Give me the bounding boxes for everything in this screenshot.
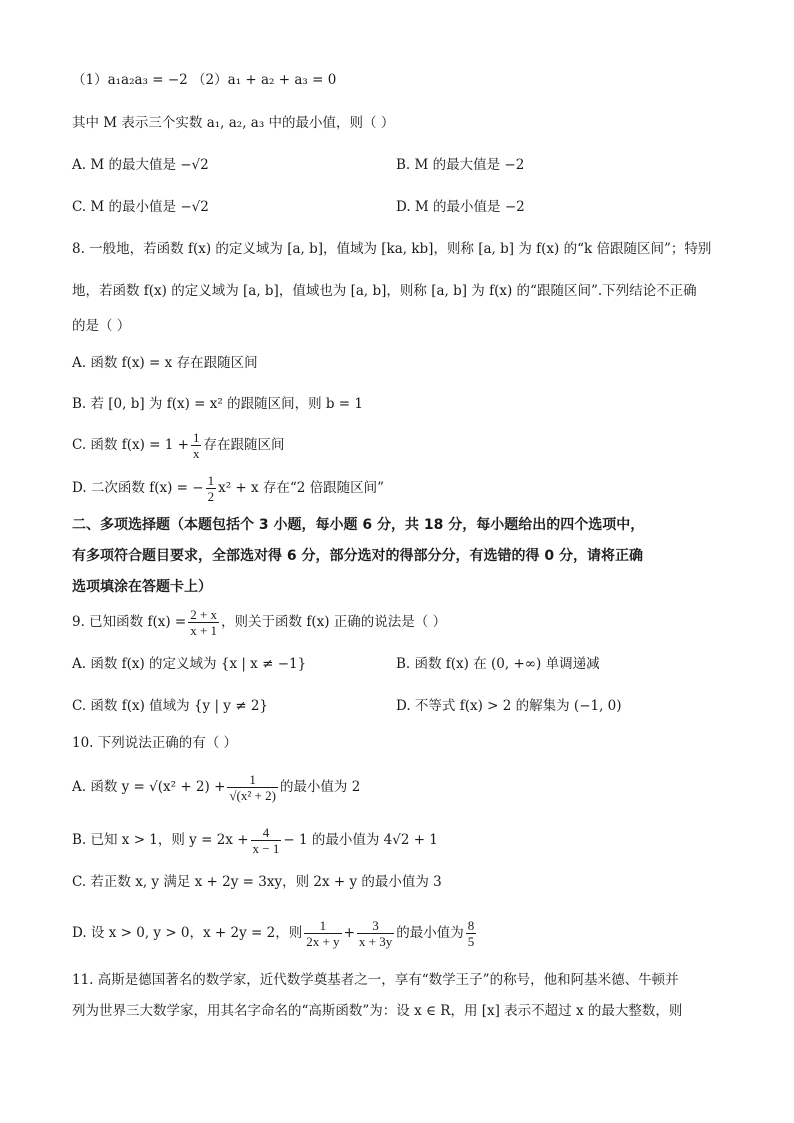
- q10-option-d: [72, 914, 478, 952]
- q10-a-prefix: A. 函数 y = √(x² + 2) +: [72, 779, 226, 795]
- section2-heading-line3: 选项填涂在答题卡上）: [72, 579, 212, 595]
- section2-heading-line1: 二、多项选择题（本题包括个 3 小题，每小题 6 分，共 18 分，每小题给出的四个选项中，: [72, 517, 645, 533]
- q10-d-denominator-2: x + 3y: [358, 934, 393, 949]
- q11-stem-line1: 11. 高斯是德国著名的数学家，近代数学奠基者之一，享有“数学王子”的称号，他和阿基米德、牛顿并: [72, 972, 679, 988]
- q10-d-middle: 的最小值为: [396, 925, 464, 941]
- q10-a-suffix: 的最小值为 2: [279, 779, 361, 795]
- q10-a-fraction: [227, 772, 278, 803]
- q10-b-numerator: 4: [251, 825, 282, 841]
- q10-option-a: [72, 768, 360, 806]
- q10-a-denominator: √(x² + 2): [229, 788, 276, 803]
- q10-b-fraction: [251, 825, 282, 856]
- q8-option-d: [72, 471, 384, 505]
- q9-option-c: C. 函数 f(x) 值域为 {y | y ≠ 2}: [72, 698, 268, 714]
- q10-d-fraction-3: [466, 918, 477, 949]
- q10-d-numerator-1: 1: [304, 918, 341, 934]
- q10-b-denominator: x − 1: [252, 841, 280, 856]
- q7-option-a: A. M 的最大值是 −√2: [72, 157, 209, 173]
- q9-stem: [72, 605, 446, 639]
- q8-c-numerator: 1: [192, 430, 200, 445]
- q8-stem-line3: 的是（ ）: [72, 318, 131, 334]
- q9-prefix: 9. 已知函数 f(x) =: [72, 614, 187, 630]
- q9-fraction: [188, 607, 219, 638]
- q7-option-b: B. M 的最大值是 −2: [396, 157, 525, 173]
- q8-d-suffix: x² + x 存在“2 倍跟随区间”: [218, 480, 385, 496]
- q8-option-b: B. 若 [0, b] 为 f(x) = x² 的跟随区间，则 b = 1: [72, 396, 363, 412]
- q9-suffix: ，则关于函数 f(x) 正确的说法是（ ）: [221, 614, 447, 630]
- q9-option-b: B. 函数 f(x) 在 (0, +∞) 单调递减: [396, 656, 600, 672]
- q8-c-denominator: x: [192, 446, 200, 461]
- q8-stem-line2: 地，若函数 f(x) 的定义域为 [a, b]，值域也为 [a, b]，则称 [a, b] 为 f(x) 的“跟随区间”.下列结论不正确: [72, 283, 697, 299]
- q9-denominator: x + 1: [190, 623, 218, 638]
- q10-a-numerator: 1: [227, 772, 278, 788]
- q10-d-fraction-2: [357, 918, 394, 949]
- q10-d-prefix: D. 设 x > 0, y > 0，x + 2y = 2，则: [72, 925, 303, 941]
- q10-b-prefix: B. 已知 x > 1，则 y = 2x +: [72, 832, 249, 848]
- q10-d-denominator-1: 2x + y: [306, 934, 340, 949]
- q9-option-d: D. 不等式 f(x) > 2 的解集为 (−1, 0): [396, 698, 622, 714]
- q8-c-prefix: C. 函数 f(x) = 1 +: [72, 437, 189, 453]
- q8-d-fraction: [206, 473, 217, 504]
- q10-d-fraction-1: [304, 918, 341, 949]
- q11-stem-line2: 列为世界三大数学家，用其名字命名的“高斯函数”为：设 x ∈ R，用 [x] 表示不超过 x 的最大整数，则: [72, 1003, 683, 1019]
- q9-numerator: 2 + x: [190, 607, 218, 622]
- q10-b-suffix: − 1 的最小值为 4√2 + 1: [283, 832, 438, 848]
- q10-option-c: C. 若正数 x, y 满足 x + 2y = 3xy，则 2x + y 的最小值为 3: [72, 874, 442, 890]
- condition-line: （1）a₁a₂a₃ = −2 （2）a₁ + a₂ + a₃ = 0: [72, 72, 337, 88]
- q7-option-c: C. M 的最小值是 −√2: [72, 199, 209, 215]
- section2-heading-line2: 有多项符合题目要求，全部选对得 6 分，部分选对的得部分分，有选错的得 0 分，请将正确: [72, 548, 643, 564]
- q7-stem: 其中 M 表示三个实数 a₁, a₂, a₃ 中的最小值，则（ ）: [72, 115, 395, 131]
- q10-option-b: [72, 822, 438, 858]
- q8-d-numerator: 1: [207, 473, 215, 488]
- q8-d-denominator: 2: [207, 489, 215, 504]
- q8-c-fraction: [191, 430, 202, 461]
- q9-option-a: A. 函数 f(x) 的定义域为 {x | x ≠ −1}: [72, 656, 307, 672]
- q8-option-a: A. 函数 f(x) = x 存在跟随区间: [72, 355, 258, 371]
- q10-stem: 10. 下列说法正确的有（ ）: [72, 735, 238, 751]
- q10-d-numerator-3: 8: [467, 918, 475, 933]
- q10-d-denominator-3: 5: [467, 934, 475, 949]
- q8-option-c: [72, 428, 284, 462]
- q8-c-suffix: 存在跟随区间: [203, 437, 285, 453]
- q10-d-plus: +: [343, 925, 355, 941]
- q8-d-prefix: D. 二次函数 f(x) = −: [72, 480, 204, 496]
- q7-option-d: D. M 的最小值是 −2: [396, 199, 525, 215]
- q8-stem-line1: 8. 一般地，若函数 f(x) 的定义域为 [a, b]，值域为 [ka, kb]，则称 [a, b] 为 f(x) 的“k 倍跟随区间”；特别: [72, 241, 712, 257]
- q10-d-numerator-2: 3: [357, 918, 394, 934]
